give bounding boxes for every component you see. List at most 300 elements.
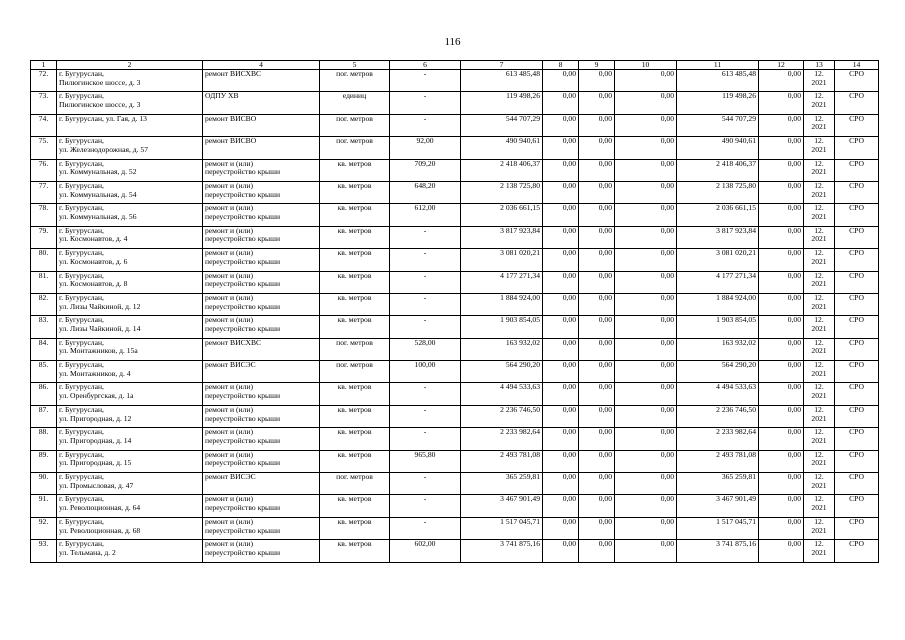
period-line: 2021 — [811, 324, 827, 333]
cost-cell: 0,00 — [615, 181, 677, 203]
cost-cell: 0,00 — [615, 338, 677, 360]
address-cell — [57, 405, 203, 427]
cost-cell: 0,00 — [579, 249, 615, 271]
cost-cell: 0,00 — [615, 271, 677, 293]
work-type-line: ремонт и (или) — [205, 315, 253, 325]
table-row — [31, 428, 879, 450]
total-cost-cell: 163 932,02 — [461, 338, 543, 360]
source-cell: СРО — [835, 450, 879, 472]
total-cost-cell: 613 485,48 — [461, 70, 543, 92]
table-row — [31, 226, 879, 248]
unit-cell: кв. метров — [320, 428, 390, 450]
cost-cell: 0,00 — [579, 70, 615, 92]
cost-cell: 2 036 661,15 — [677, 204, 759, 226]
cost-cell: 0,00 — [759, 204, 804, 226]
row-number-cell: 72. — [31, 70, 57, 92]
quantity-cell: 709,20 — [390, 159, 461, 181]
row-number-cell: 87. — [31, 405, 57, 427]
period-line: 2021 — [811, 480, 827, 490]
row-number-cell: 89. — [31, 450, 57, 472]
cost-cell: 0,00 — [759, 92, 804, 114]
unit-cell: кв. метров — [320, 204, 390, 226]
cost-cell: 0,00 — [615, 316, 677, 338]
unit-cell: пог. метров — [320, 114, 390, 136]
header-cell: 8 — [543, 61, 579, 70]
cost-cell: 0,00 — [759, 428, 804, 450]
row-number-cell: 93. — [31, 540, 57, 562]
total-cost-cell: 1 517 045,71 — [461, 517, 543, 539]
address-cell — [57, 517, 203, 539]
quantity-cell: - — [390, 316, 461, 338]
address-line: г. Бугуруслан, — [59, 494, 104, 504]
cost-cell: 0,00 — [543, 70, 579, 92]
address-line: ул. Космонавтов, д. 4 — [59, 234, 128, 244]
cost-cell: 0,00 — [615, 293, 677, 315]
work-type-cell — [203, 361, 320, 383]
address-line: ул. Лизы Чайкиной, д. 12 — [59, 301, 141, 311]
cost-cell: 0,00 — [579, 92, 615, 114]
work-type-line: ремонт и (или) — [205, 203, 253, 213]
period-line: 12. — [814, 271, 824, 280]
period-line: 12. — [814, 405, 824, 414]
table-row — [31, 383, 879, 405]
address-line: г. Бугуруслан, — [59, 360, 104, 370]
work-type-cell — [203, 383, 320, 405]
cost-cell: 0,00 — [759, 338, 804, 360]
period-line: 2021 — [811, 368, 827, 378]
source-cell: СРО — [835, 316, 879, 338]
address-cell — [57, 293, 203, 315]
period-line: 12. — [814, 159, 824, 168]
table-row — [31, 92, 879, 114]
work-type-line: переустройство крыши — [205, 547, 281, 557]
quantity-cell: - — [390, 70, 461, 92]
work-type-line: переустройство крыши — [205, 234, 281, 244]
source-cell: СРО — [835, 495, 879, 517]
work-type-line: ремонт ВИСХВС — [205, 338, 262, 347]
work-type-cell — [203, 293, 320, 315]
table-row — [31, 338, 879, 360]
table-row — [31, 204, 879, 226]
source-cell: СРО — [835, 114, 879, 136]
period-line: 12. — [814, 315, 824, 325]
cost-cell: 0,00 — [543, 114, 579, 136]
unit-cell: кв. метров — [320, 450, 390, 472]
cost-cell: 0,00 — [759, 361, 804, 383]
cost-cell: 0,00 — [759, 114, 804, 136]
unit-cell: кв. метров — [320, 181, 390, 203]
period-line: 2021 — [811, 413, 827, 423]
work-type-line: переустройство крыши — [205, 301, 281, 311]
period-cell — [804, 159, 835, 181]
header-cell: 14 — [835, 61, 879, 70]
cost-cell: 0,00 — [579, 293, 615, 315]
cost-cell: 0,00 — [759, 226, 804, 248]
work-type-cell — [203, 159, 320, 181]
period-line: 2021 — [811, 547, 827, 557]
cost-cell: 0,00 — [615, 383, 677, 405]
quantity-cell: 612,00 — [390, 204, 461, 226]
work-type-line: ремонт ВИСЭС — [205, 472, 256, 482]
cost-cell: 0,00 — [759, 137, 804, 159]
address-line: г. Бугуруслан, — [59, 203, 104, 213]
works-table — [30, 60, 879, 563]
cost-cell: 0,00 — [543, 293, 579, 315]
address-cell — [57, 70, 203, 92]
cost-cell: 0,00 — [543, 540, 579, 562]
cost-cell: 0,00 — [759, 473, 804, 495]
address-line: ул. Железнодорожная, д. 57 — [59, 144, 149, 154]
address-line: г. Бугуруслан, — [59, 382, 104, 392]
total-cost-cell: 2 236 746,50 — [461, 405, 543, 427]
period-line: 2021 — [811, 212, 827, 222]
row-number-cell: 80. — [31, 249, 57, 271]
row-number-cell: 75. — [31, 137, 57, 159]
address-cell — [57, 361, 203, 383]
address-line: ул. Оренбургская, д. 1а — [59, 391, 134, 401]
cost-cell: 3 467 901,49 — [677, 495, 759, 517]
address-line: г. Бугуруслан, — [59, 226, 104, 235]
address-cell — [57, 92, 203, 114]
total-cost-cell: 1 903 854,05 — [461, 316, 543, 338]
cost-cell: 0,00 — [543, 361, 579, 383]
period-line: 12. — [814, 293, 824, 302]
address-line: ул. Промысловая, д. 47 — [59, 480, 134, 490]
source-cell: СРО — [835, 70, 879, 92]
period-cell — [804, 293, 835, 315]
work-type-line: переустройство крыши — [205, 212, 281, 222]
table-row — [31, 540, 879, 562]
period-cell — [804, 338, 835, 360]
cost-cell: 3 817 923,84 — [677, 226, 759, 248]
work-type-line: ремонт ВИСЭС — [205, 360, 256, 370]
cost-cell: 0,00 — [615, 361, 677, 383]
cost-cell: 0,00 — [615, 226, 677, 248]
work-type-line: ремонт и (или) — [205, 248, 253, 258]
unit-cell: кв. метров — [320, 226, 390, 248]
period-line: 12. — [814, 203, 824, 213]
source-cell: СРО — [835, 517, 879, 539]
quantity-cell: - — [390, 114, 461, 136]
work-type-line: ремонт и (или) — [205, 494, 253, 504]
address-cell — [57, 338, 203, 360]
period-line: 2021 — [811, 458, 827, 468]
address-line: ул. Космонавтов, д. 8 — [59, 279, 128, 289]
unit-cell: кв. метров — [320, 517, 390, 539]
cost-cell: 1 903 854,05 — [677, 316, 759, 338]
total-cost-cell: 2 418 406,37 — [461, 159, 543, 181]
cost-cell: 544 707,29 — [677, 114, 759, 136]
period-cell — [804, 540, 835, 562]
work-type-line: ремонт и (или) — [205, 293, 253, 302]
period-line: 12. — [814, 360, 824, 370]
total-cost-cell: 1 884 924,00 — [461, 293, 543, 315]
header-cell: 11 — [677, 61, 759, 70]
period-line: 12. — [814, 427, 824, 437]
cost-cell: 0,00 — [579, 137, 615, 159]
header-cell: 2 — [57, 61, 203, 70]
cost-cell: 0,00 — [615, 450, 677, 472]
header-cell: 9 — [579, 61, 615, 70]
cost-cell: 0,00 — [579, 540, 615, 562]
row-number-cell: 82. — [31, 293, 57, 315]
total-cost-cell: 119 498,26 — [461, 92, 543, 114]
cost-cell: 4 494 533,63 — [677, 383, 759, 405]
source-cell: СРО — [835, 361, 879, 383]
unit-cell: пог. метров — [320, 361, 390, 383]
source-cell: СРО — [835, 473, 879, 495]
total-cost-cell: 490 940,61 — [461, 137, 543, 159]
cost-cell: 163 932,02 — [677, 338, 759, 360]
row-number-cell: 83. — [31, 316, 57, 338]
total-cost-cell: 564 290,20 — [461, 361, 543, 383]
source-cell: СРО — [835, 540, 879, 562]
period-line: 2021 — [811, 346, 827, 356]
address-line: ул. Пригородная, д. 15 — [59, 458, 132, 468]
period-cell — [804, 473, 835, 495]
address-cell — [57, 226, 203, 248]
source-cell: СРО — [835, 428, 879, 450]
cost-cell: 0,00 — [615, 159, 677, 181]
quantity-cell: 100,00 — [390, 361, 461, 383]
cost-cell: 0,00 — [759, 383, 804, 405]
cost-cell: 0,00 — [543, 338, 579, 360]
work-type-line: ремонт ВИСВО — [205, 136, 257, 146]
cost-cell: 0,00 — [543, 473, 579, 495]
period-cell — [804, 316, 835, 338]
address-cell — [57, 204, 203, 226]
address-line: ул. Революционная, д. 68 — [59, 525, 141, 535]
cost-cell: 0,00 — [759, 293, 804, 315]
cost-cell: 0,00 — [615, 428, 677, 450]
quantity-cell: - — [390, 271, 461, 293]
header-cell: 1 — [31, 61, 57, 70]
address-line: ул. Космонавтов, д. 6 — [59, 256, 128, 266]
cost-cell: 0,00 — [579, 517, 615, 539]
cost-cell: 0,00 — [759, 450, 804, 472]
period-line: 12. — [814, 136, 824, 146]
work-type-line: переустройство крыши — [205, 256, 281, 266]
period-line: 2021 — [811, 100, 827, 110]
address-line: ул. Монтажников, д. 15а — [59, 346, 138, 356]
address-cell — [57, 428, 203, 450]
quantity-cell: - — [390, 383, 461, 405]
cost-cell: 0,00 — [579, 450, 615, 472]
table-row — [31, 517, 879, 539]
cost-cell: 0,00 — [543, 517, 579, 539]
cost-cell: 119 498,26 — [677, 92, 759, 114]
source-cell: СРО — [835, 338, 879, 360]
row-number-cell: 92. — [31, 517, 57, 539]
period-cell — [804, 249, 835, 271]
work-type-line: переустройство крыши — [205, 458, 281, 468]
work-type-line: переустройство крыши — [205, 435, 281, 445]
cost-cell: 0,00 — [759, 249, 804, 271]
source-cell: СРО — [835, 405, 879, 427]
period-line: 12. — [814, 69, 824, 78]
unit-cell: пог. метров — [320, 338, 390, 360]
period-line: 2021 — [811, 435, 827, 445]
period-cell — [804, 70, 835, 92]
period-cell — [804, 495, 835, 517]
row-number-cell: 81. — [31, 271, 57, 293]
period-cell — [804, 271, 835, 293]
source-cell: СРО — [835, 226, 879, 248]
period-line: 12. — [814, 248, 824, 258]
cost-cell: 2 493 781,08 — [677, 450, 759, 472]
cost-cell: 0,00 — [615, 495, 677, 517]
cost-cell: 0,00 — [615, 137, 677, 159]
work-type-line: переустройство крыши — [205, 189, 281, 199]
header-cell: 4 — [203, 61, 320, 70]
quantity-cell: - — [390, 495, 461, 517]
period-line: 2021 — [811, 391, 827, 401]
cost-cell: 0,00 — [579, 383, 615, 405]
work-type-line: переустройство крыши — [205, 503, 281, 513]
cost-cell: 365 259,81 — [677, 473, 759, 495]
table-row — [31, 249, 879, 271]
unit-cell: кв. метров — [320, 540, 390, 562]
work-type-line: ремонт и (или) — [205, 405, 253, 414]
source-cell: СРО — [835, 92, 879, 114]
quantity-cell: - — [390, 92, 461, 114]
table-row — [31, 316, 879, 338]
work-type-cell — [203, 249, 320, 271]
cost-cell: 0,00 — [759, 271, 804, 293]
period-line: 2021 — [811, 279, 827, 289]
address-cell — [57, 114, 203, 136]
header-cell: 7 — [461, 61, 543, 70]
address-line: г. Бугуруслан, — [59, 338, 104, 347]
header-cell: 10 — [615, 61, 677, 70]
unit-cell: кв. метров — [320, 249, 390, 271]
period-line: 12. — [814, 91, 824, 101]
cost-cell: 0,00 — [543, 249, 579, 271]
period-line: 2021 — [811, 301, 827, 311]
source-cell: СРО — [835, 204, 879, 226]
period-line: 2021 — [811, 525, 827, 535]
work-type-line: переустройство крыши — [205, 413, 281, 423]
address-cell — [57, 159, 203, 181]
unit-cell: кв. метров — [320, 316, 390, 338]
work-type-cell — [203, 70, 320, 92]
cost-cell: 0,00 — [615, 473, 677, 495]
address-cell — [57, 137, 203, 159]
period-cell — [804, 405, 835, 427]
cost-cell: 1 517 045,71 — [677, 517, 759, 539]
address-line: г. Бугуруслан, — [59, 315, 104, 325]
quantity-cell: - — [390, 428, 461, 450]
row-number-cell: 73. — [31, 92, 57, 114]
work-type-line: ремонт ВИСВО — [205, 114, 257, 123]
period-line: 2021 — [811, 234, 827, 244]
row-number-cell: 79. — [31, 226, 57, 248]
cost-cell: 0,00 — [543, 181, 579, 203]
cost-cell: 0,00 — [579, 271, 615, 293]
cost-cell: 564 290,20 — [677, 361, 759, 383]
period-line: 2021 — [811, 189, 827, 199]
work-type-cell — [203, 495, 320, 517]
address-line: ул. Революционная, д. 64 — [59, 503, 141, 513]
cost-cell: 0,00 — [615, 204, 677, 226]
row-number-cell: 77. — [31, 181, 57, 203]
work-type-cell — [203, 428, 320, 450]
total-cost-cell: 3 467 901,49 — [461, 495, 543, 517]
period-cell — [804, 383, 835, 405]
period-cell — [804, 204, 835, 226]
period-line: 12. — [814, 517, 824, 526]
address-line: г. Бугуруслан, — [59, 271, 104, 280]
total-cost-cell: 3 741 875,16 — [461, 540, 543, 562]
table-row — [31, 271, 879, 293]
header-cell: 13 — [804, 61, 835, 70]
address-cell — [57, 540, 203, 562]
total-cost-cell: 2 036 661,15 — [461, 204, 543, 226]
cost-cell: 0,00 — [759, 316, 804, 338]
cost-cell: 0,00 — [615, 517, 677, 539]
work-type-line: ремонт и (или) — [205, 517, 253, 526]
period-line: 2021 — [811, 503, 827, 513]
address-line: г. Бугуруслан, ул. Гая, д. 13 — [59, 114, 147, 123]
address-line: г. Бугуруслан, — [59, 539, 104, 549]
work-type-line: переустройство крыши — [205, 525, 281, 535]
header-cell: 12 — [759, 61, 804, 70]
period-line: 2021 — [811, 167, 827, 177]
total-cost-cell: 2 493 781,08 — [461, 450, 543, 472]
cost-cell: 2 233 982,64 — [677, 428, 759, 450]
address-line: г. Бугуруслан, — [59, 427, 104, 437]
quantity-cell: 528,00 — [390, 338, 461, 360]
cost-cell: 490 940,61 — [677, 137, 759, 159]
cost-cell: 0,00 — [543, 450, 579, 472]
cost-cell: 0,00 — [615, 249, 677, 271]
total-cost-cell: 2 138 725,80 — [461, 181, 543, 203]
address-line: г. Бугуруслан, — [59, 181, 104, 190]
work-type-line: ремонт и (или) — [205, 427, 253, 437]
work-type-line: ремонт ВИСХВС — [205, 69, 262, 78]
total-cost-cell: 4 177 271,34 — [461, 271, 543, 293]
work-type-cell — [203, 450, 320, 472]
cost-cell: 0,00 — [759, 405, 804, 427]
header-cell: 6 — [390, 61, 461, 70]
quantity-cell: 92,00 — [390, 137, 461, 159]
address-line: г. Бугуруслан, — [59, 248, 104, 258]
work-type-line: ремонт и (или) — [205, 226, 253, 235]
table-row — [31, 405, 879, 427]
cost-cell: 1 884 924,00 — [677, 293, 759, 315]
period-line: 2021 — [811, 256, 827, 266]
cost-cell: 4 177 271,34 — [677, 271, 759, 293]
total-cost-cell: 544 707,29 — [461, 114, 543, 136]
address-line: г. Бугуруслан, — [59, 450, 104, 459]
work-type-line: переустройство крыши — [205, 324, 281, 333]
period-line: 12. — [814, 114, 824, 123]
total-cost-cell: 3 081 020,21 — [461, 249, 543, 271]
unit-cell: кв. метров — [320, 271, 390, 293]
period-cell — [804, 450, 835, 472]
row-number-cell: 84. — [31, 338, 57, 360]
quantity-cell: 965,80 — [390, 450, 461, 472]
cost-cell: 0,00 — [543, 226, 579, 248]
row-number-cell: 88. — [31, 428, 57, 450]
total-cost-cell: 2 233 982,64 — [461, 428, 543, 450]
work-type-cell — [203, 114, 320, 136]
work-type-cell — [203, 271, 320, 293]
unit-cell: кв. метров — [320, 405, 390, 427]
period-line: 12. — [814, 226, 824, 235]
cost-cell: 0,00 — [543, 495, 579, 517]
cost-cell: 0,00 — [543, 137, 579, 159]
